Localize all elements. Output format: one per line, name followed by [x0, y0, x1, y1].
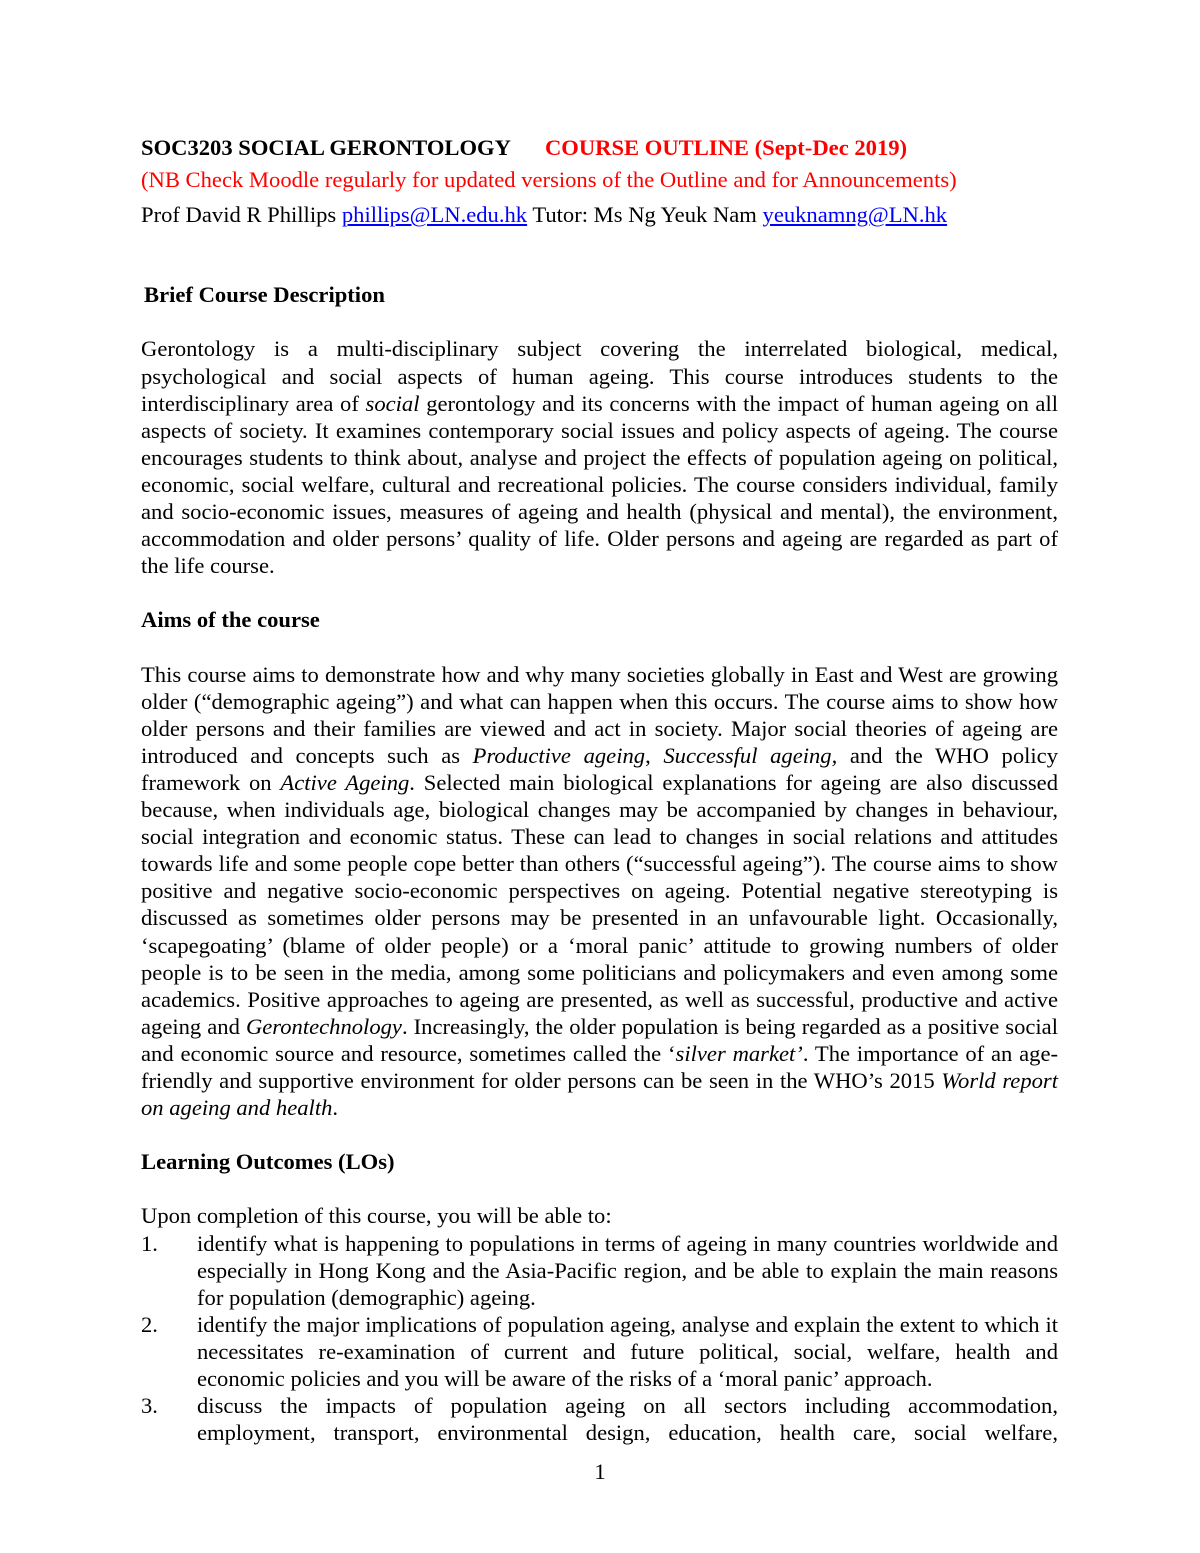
text-run: .: [332, 1095, 339, 1121]
aims-heading: Aims of the course: [141, 607, 320, 633]
outcomes-heading: Learning Outcomes (LOs): [141, 1149, 395, 1175]
italic-text: World report on ageing and health: [141, 1068, 1058, 1121]
text-run: Gerontology is a multi-disciplinary subject covering the interrelated biological, medical, psychological and social aspects of human ageing. This course introduces students to the interdisciplinary area of: [141, 336, 1058, 416]
list-item: [141, 1230, 1058, 1311]
italic-text: social: [365, 390, 420, 416]
aims-paragraph: [141, 661, 1058, 1122]
moodle-note: (NB Check Moodle regularly for updated versions of the Outline and for Announcements): [141, 167, 957, 193]
outcomes-list: [141, 1230, 1058, 1447]
item-text: discuss the impacts of population ageing on all sectors including accommodation, employment, transport, environmental design, education, health care, social welfare,: [197, 1393, 1058, 1446]
text-run: This course aims to demonstrate how and why many societies globally in East and West are growing older (“demographic ageing”) and what can happen when this occurs. The course aims to show how older persons and their families are viewed and act in society. Major social theories of ageing are introduced and concepts such as: [141, 661, 1058, 768]
course-title: SOC3203 SOCIAL GERONTOLOGY: [141, 135, 511, 160]
text-run: . Increasingly, the older population is being regarded as a positive social and economic source and resource, sometimes called the ‘: [141, 1013, 1058, 1066]
item-number: 2.: [141, 1311, 158, 1337]
tutor-email-link[interactable]: yeuknamng@LN.hk: [762, 202, 948, 228]
item-text: identify the major implications of population ageing, analyse and explain the extent to which it necessitates re-examination of current and future political, social, welfare, health and economic policies and you will be aware of the risks of a ‘moral panic’ approach.: [197, 1311, 1058, 1392]
prof-email-link[interactable]: phillips@LN.edu.hk: [341, 202, 528, 228]
list-item: [141, 1311, 1058, 1392]
item-number: 3.: [141, 1393, 158, 1419]
item-number: 1.: [141, 1230, 158, 1256]
description-heading: Brief Course Description: [144, 282, 385, 308]
page-number: 1: [594, 1459, 606, 1484]
outcomes-intro: Upon completion of this course, you will be able to:: [141, 1203, 612, 1229]
document-page: [141, 134, 1058, 1446]
description-paragraph: [141, 335, 1058, 579]
outline-title: COURSE OUTLINE (Sept-Dec 2019): [544, 135, 908, 160]
text-run: . The importance of an age-friendly and supportive environment for older persons can be seen in the WHO’s 2015: [141, 1040, 1059, 1093]
prof-name: Prof David R Phillips: [141, 202, 342, 228]
item-text: identify what is happening to populations in terms of ageing in many countries worldwide and especially in Hong Kong and the Asia-Pacific region, and be able to explain the main reasons for population (demographic) ageing.: [197, 1230, 1058, 1310]
italic-text: Gerontechnology: [245, 1013, 402, 1039]
italic-text: Active Ageing: [280, 769, 410, 795]
text-run: ,: [645, 742, 664, 768]
list-item: [141, 1392, 1058, 1446]
italic-text: Productive ageing: [472, 742, 646, 768]
tutor-name: Tutor: Ms Ng Yeuk Nam: [527, 202, 763, 228]
text-run: and the WHO policy framework on: [141, 742, 1059, 795]
title-line: [141, 134, 1058, 161]
text-run: . Selected main biological explanations for ageing are also discussed because, when individuals age, biological changes may be accompanied by changes in behaviour, social integration and economic status. These can lead to changes in social relations and attitudes towards life and some people cope better than others (“successful ageing”). The course aims to show positive and negative socio-economic perspectives on ageing. Potential negative stereotyping is discussed as sometimes older persons may be presented in an unfavourable light. Occasionally, ‘scapegoating’ (blame of older people) or a ‘moral panic’ attitude to growing numbers of older people is to be seen in the media, among some politicians and policymakers and even among some academics. Positive approaches to ageing are presented, as well as successful, productive and active ageing and: [141, 769, 1058, 1039]
italic-text: Successful ageing,: [663, 742, 838, 768]
italic-text: silver market’: [675, 1040, 803, 1066]
contact-line: [141, 201, 1058, 228]
text-run: gerontology and its concerns with the impact of human ageing on all aspects of society. It examines contemporary social issues and policy aspects of ageing. The course encourages students to think about, analyse and project the effects of population ageing on political, economic, social welfare, cultural and recreational policies. The course considers individual, family and socio-economic issues, measures of ageing and health (physical and mental), the environment, accommodation and older persons’ quality of life. Older persons and ageing are regarded as part of the life course.: [141, 390, 1058, 579]
